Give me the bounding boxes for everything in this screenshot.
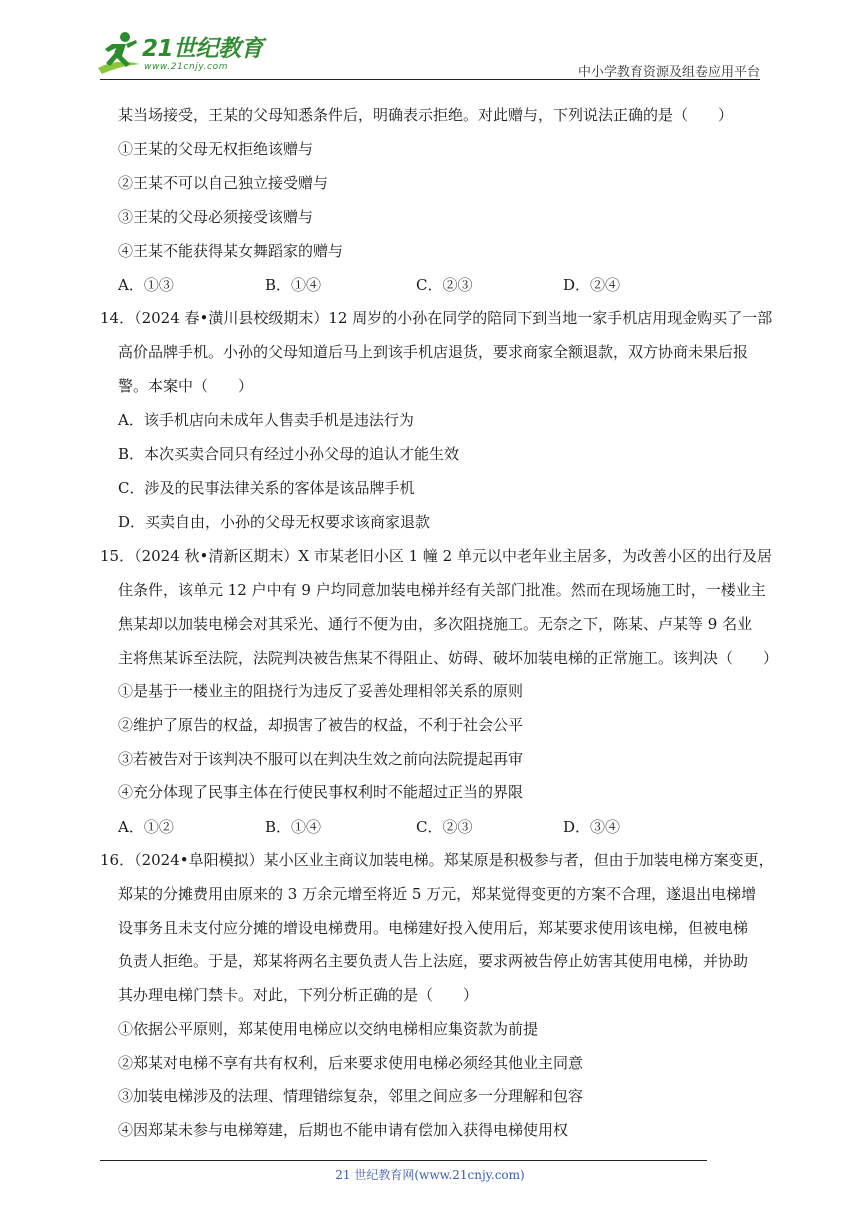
q13-option-2: ②王某不可以自己独立接受赠与 <box>118 174 329 192</box>
q13-answer-a[interactable]: A．①③ <box>118 276 174 294</box>
q14-answer-a[interactable]: A．该手机店向未成年人售卖手机是违法行为 <box>118 411 414 429</box>
logo-url: www.21cnjy.com <box>144 62 229 72</box>
q14-stem-line-3: 警。本案中（ ） <box>118 377 254 395</box>
q13-stem: 某当场接受，王某的父母知悉条件后，明确表示拒绝。对此赠与，下列说法正确的是（ ） <box>118 106 734 124</box>
q16-stem-line-5: 其办理电梯门禁卡。对此，下列分析正确的是（ ） <box>118 986 479 1004</box>
q15-option-1: ①是基于一楼业主的阻挠行为违反了妥善处理相邻关系的原则 <box>118 682 524 700</box>
q15-answer-b[interactable]: B．①④ <box>265 818 322 836</box>
q16-stem-line-2: 郑某的分摊费用由原来的 3 万余元增至将近 5 万元，郑某觉得变更的方案不合理，遂退出电梯增 <box>118 885 757 903</box>
q15-stem-line-1: 15．（2024 秋•清新区期末）X 市某老旧小区 1 幢 2 单元以中老年业主居多，为改善小区的出行及居 <box>100 547 772 565</box>
header-divider <box>100 79 760 80</box>
q16-option-4: ④因郑某未参与电梯筹建，后期也不能申请有偿加入获得电梯使用权 <box>118 1121 569 1139</box>
q15-answer-d[interactable]: D．③④ <box>563 818 621 836</box>
q15-answer-c[interactable]: C．②③ <box>416 818 473 836</box>
q16-option-1: ①依据公平原则，郑某使用电梯应以交纳电梯相应集资款为前提 <box>118 1020 539 1038</box>
q16-option-3: ③加装电梯涉及的法理、情理错综复杂，邻里之间应多一分理解和包容 <box>118 1087 584 1105</box>
q15-answer-a[interactable]: A．①② <box>118 818 174 836</box>
q13-option-4: ④王某不能获得某女舞蹈家的赠与 <box>118 242 344 260</box>
q15-option-4: ④充分体现了民事主体在行使民事权利时不能超过正当的界限 <box>118 783 524 801</box>
q14-stem-line-1: 14．（2024 春•潢川县校级期末）12 周岁的小孙在同学的陪同下到当地一家手机店用现金购买了一部 <box>100 309 773 327</box>
q14-answer-b[interactable]: B．本次买卖合同只有经过小孙父母的追认才能生效 <box>118 445 460 463</box>
q16-option-2: ②郑某对电梯不享有共有权利，后来要求使用电梯必须经其他业主同意 <box>118 1054 584 1072</box>
q16-stem-line-4: 负责人拒绝。于是，郑某将两名主要负责人告上法庭，要求两被告停止妨害其使用电梯，并协助 <box>118 952 749 970</box>
q16-stem-line-3: 设事务且未支付应分摊的增设电梯费用。电梯建好投入使用后，郑某要求使用该电梯，但被电梯 <box>118 919 749 937</box>
q16-stem-line-1: 16．（2024•阜阳模拟）某小区业主商议加装电梯。郑某原是积极参与者，但由于加装电梯方案变更， <box>100 851 774 869</box>
q13-option-1: ①王某的父母无权拒绝该赠与 <box>118 140 314 158</box>
runner-logo-icon <box>92 28 144 80</box>
footer-divider <box>100 1160 707 1161</box>
page-header <box>0 0 860 86</box>
q15-stem-line-2: 住条件，该单元 12 户中有 9 户均同意加装电梯并经有关部门批准。然而在现场施工时，一楼业主 <box>118 581 766 599</box>
q15-stem-line-4: 主将焦某诉至法院，法院判决被告焦某不得阻止、妨碍、破坏加装电梯的正常施工。该判决（ ） <box>118 649 779 667</box>
logo-text: 21世纪教育 <box>142 36 264 62</box>
q15-stem-line-3: 焦某却以加装电梯会对其采光、通行不便为由，多次阻挠施工。无奈之下，陈某、卢某等 9 名业 <box>118 615 753 633</box>
q14-stem-line-2: 高价品牌手机。小孙的父母知道后马上到该手机店退货，要求商家全额退款，双方协商未果后报 <box>118 343 749 361</box>
q15-option-2: ②维护了原告的权益，却损害了被告的权益，不利于社会公平 <box>118 716 524 734</box>
q14-answer-c[interactable]: C．涉及的民事法律关系的客体是该品牌手机 <box>118 479 415 497</box>
q13-answer-c[interactable]: C．②③ <box>416 276 473 294</box>
q13-option-3: ③王某的父母必须接受该赠与 <box>118 208 314 226</box>
q13-answer-d[interactable]: D．②④ <box>563 276 621 294</box>
footer-text[interactable]: 21 世纪教育网(www.21cnjy.com) <box>335 1168 525 1182</box>
q13-answer-b[interactable]: B．①④ <box>265 276 322 294</box>
q14-answer-d[interactable]: D．买卖自由，小孙的父母无权要求该商家退款 <box>118 513 431 531</box>
q15-option-3: ③若被告对于该判决不服可以在判决生效之前向法院提起再审 <box>118 750 524 768</box>
platform-title: 中小学教育资源及组卷应用平台 <box>577 65 760 80</box>
